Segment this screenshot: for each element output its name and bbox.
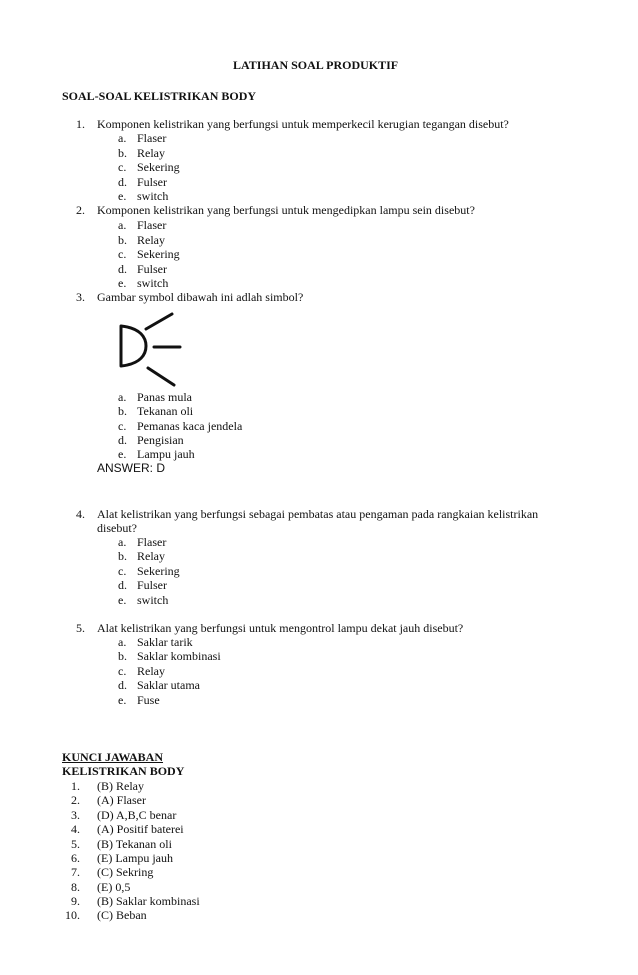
question-text: Gambar symbol dibawah ini adlah simbol? <box>97 290 304 304</box>
answer-text: (B) Tekanan oli <box>97 837 172 851</box>
answer-text: (D) A,B,C benar <box>97 808 177 822</box>
answer-number: 3. <box>71 808 80 822</box>
option-letter: c. <box>118 419 127 433</box>
answer-number: 5. <box>71 837 80 851</box>
answer-number: 7. <box>71 865 80 879</box>
option-text: Relay <box>137 664 165 678</box>
answer-text: (A) Flaser <box>97 793 146 807</box>
option-letter: d. <box>118 262 127 276</box>
option-letter: c. <box>118 160 127 174</box>
answer-number: 9. <box>71 894 80 908</box>
option-letter: b. <box>118 649 127 663</box>
question-number: 4. <box>76 507 85 521</box>
option-text: Tekanan oli <box>137 404 194 418</box>
answer-label: ANSWER: D <box>97 461 166 475</box>
answer-text: (E) Lampu jauh <box>97 851 173 865</box>
answer-text: (B) Relay <box>97 779 144 793</box>
answer-key-subheading: KELISTRIKAN BODY <box>62 764 185 778</box>
answer-text: (E) 0,5 <box>97 880 131 894</box>
option-letter: b. <box>118 549 127 563</box>
answer-key-heading: KUNCI JAWABAN <box>62 750 164 764</box>
answer-number: 8. <box>71 880 80 894</box>
answer-number: 6. <box>71 851 80 865</box>
option-text: switch <box>137 189 169 203</box>
option-text: Fulser <box>137 175 167 189</box>
question-text: Alat kelistrikan yang berfungsi untuk mengontrol lampu dekat jauh disebut? <box>97 621 464 635</box>
option-text: switch <box>137 276 169 290</box>
option-text: Saklar kombinasi <box>137 649 221 663</box>
option-letter: b. <box>118 146 127 160</box>
answer-text: (C) Sekring <box>97 865 154 879</box>
answer-text: (B) Saklar kombinasi <box>97 894 200 908</box>
option-letter: c. <box>118 564 127 578</box>
option-letter: b. <box>118 233 127 247</box>
high-beam-symbol-icon <box>114 306 186 390</box>
option-letter: d. <box>118 433 127 447</box>
answer-number: 4. <box>71 822 80 836</box>
option-text: Sekering <box>137 247 180 261</box>
option-letter: b. <box>118 404 127 418</box>
page-title: LATIHAN SOAL PRODUKTIF <box>233 58 399 72</box>
answer-number: 1. <box>71 779 80 793</box>
option-letter: e. <box>118 189 127 203</box>
option-text: Saklar utama <box>137 678 200 692</box>
option-letter: e. <box>118 693 127 707</box>
answer-text: (C) Beban <box>97 908 147 922</box>
question-text: Komponen kelistrikan yang berfungsi untuk memperkecil kerugian tegangan disebut? <box>97 117 509 131</box>
option-letter: a. <box>118 218 127 232</box>
option-letter: a. <box>118 390 127 404</box>
option-letter: a. <box>118 635 127 649</box>
option-text: Relay <box>137 233 165 247</box>
answer-text: (A) Positif baterei <box>97 822 184 836</box>
question-number: 3. <box>76 290 85 304</box>
option-letter: e. <box>118 447 127 461</box>
option-letter: d. <box>118 578 127 592</box>
option-text: Sekering <box>137 564 180 578</box>
option-letter: e. <box>118 593 127 607</box>
option-text: Relay <box>137 549 165 563</box>
option-text: Flaser <box>137 535 167 549</box>
option-text: switch <box>137 593 169 607</box>
option-letter: c. <box>118 664 127 678</box>
option-letter: c. <box>118 247 127 261</box>
question-text: Komponen kelistrikan yang berfungsi untuk mengedipkan lampu sein disebut? <box>97 203 475 217</box>
option-text: Flaser <box>137 131 167 145</box>
option-letter: d. <box>118 678 127 692</box>
question-text: Alat kelistrikan yang berfungsi sebagai pembatas atau pengaman pada rangkaian kelistrikan <box>97 507 539 521</box>
option-text: Fulser <box>137 578 167 592</box>
option-text: Fulser <box>137 262 167 276</box>
option-text: Sekering <box>137 160 180 174</box>
answer-number: 2. <box>71 793 80 807</box>
question-number: 1. <box>76 117 85 131</box>
question-number: 5. <box>76 621 85 635</box>
option-text: Pengisian <box>137 433 184 447</box>
answer-number: 10. <box>65 908 80 922</box>
question-number: 2. <box>76 203 85 217</box>
option-letter: d. <box>118 175 127 189</box>
option-text: Relay <box>137 146 165 160</box>
option-text: Panas mula <box>137 390 192 404</box>
option-text: Saklar tarik <box>137 635 193 649</box>
option-text: Lampu jauh <box>137 447 195 461</box>
option-text: Pemanas kaca jendela <box>137 419 243 433</box>
option-text: Flaser <box>137 218 167 232</box>
option-letter: e. <box>118 276 127 290</box>
section-heading: SOAL-SOAL KELISTRIKAN BODY <box>62 89 257 103</box>
option-letter: a. <box>118 535 127 549</box>
option-letter: a. <box>118 131 127 145</box>
question-text-continued: disebut? <box>97 521 137 535</box>
option-text: Fuse <box>137 693 160 707</box>
